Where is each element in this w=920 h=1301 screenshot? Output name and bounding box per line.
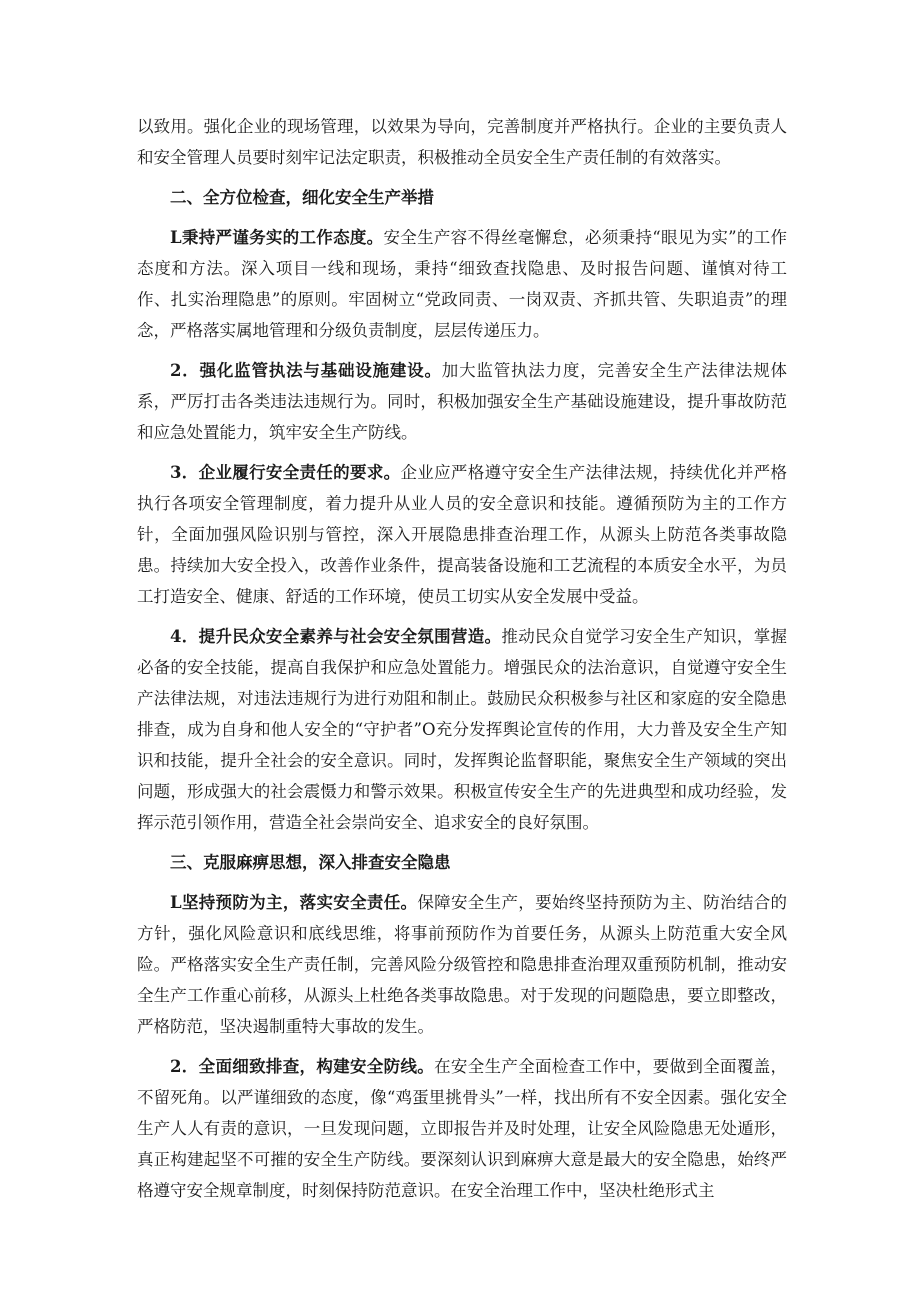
paragraph-2-2: [137, 355, 787, 448]
paragraph-3-2: [137, 1051, 787, 1206]
paragraph-lead: L坚持预防为主，落实安全责任。: [170, 893, 418, 912]
paragraph-intro: [137, 111, 787, 173]
paragraph-text: 在安全生产全面检查工作中，要做到全面覆盖，不留死角。以严谨细致的态度，像“鸡蛋里挑骨头”一样，找出所有不安全因素。强化安全生产人人有责的意识，一旦发现问题，立即报告并及时处理，让安全风险隐患无处遁形，真正构建起坚不可摧的安全生产防线。要深刻认识到麻痹大意是最大的安全隐患，始终严格遵守安全规章制度，时刻保持防范意识。在安全治理工作中，坚决杜绝形式主: [137, 1057, 788, 1200]
section-heading-3: 三、克服麻痹思想，深入排查安全隐患: [170, 853, 451, 872]
paragraph-text: 企业应严格遵守安全生产法律法规，持续优化并严格执行各项安全管理制度，着力提升从业人员的安全意识和技能。遵循预防为主的工作方针，全面加强风险识别与管控，深入开展隐患排查治理工作，从源头上防范各类事故隐患。持续加大安全投入，改善作业条件，提高装备设施和工艺流程的本质安全水平，为员工打造安全、健康、舒适的工作环境，使员工切实从安全发展中受益。: [137, 463, 788, 606]
paragraph-text: 加大监管执法力度，完善安全生产法律法规体系，严厉打击各类违法违规行为。同时，积极加强安全生产基础设施建设，提升事故防范和应急处置能力，筑牢安全生产防线。: [137, 361, 788, 442]
paragraph-text: 安全生产容不得丝毫懈怠，必须秉持“眼见为实”的工作态度和方法。深入项目一线和现场，秉持“细致查找隐患、及时报告问题、谨慎对待工作、扎实治理隐患”的原则。牢固树立“党政同责、一岗双责、齐抓共管、失职追责”的理念，严格落实属地管理和分级负责制度，层层传递压力。: [137, 228, 788, 340]
document-page: [137, 111, 787, 1215]
paragraph-2-1: [137, 222, 787, 346]
paragraph-lead: 4．提升民众安全素养与社会安全氛围营造。: [170, 627, 502, 646]
paragraph-2-3: [137, 457, 787, 612]
paragraph-text: 推动民众自觉学习安全生产知识，掌握必备的安全技能，提高自我保护和应急处置能力。增强民众的法治意识，自觉遵守安全生产法律法规，对违法违规行为进行劝阻和制止。鼓励民众积极参与社区和家庭的安全隐患排查，成为自身和他人安全的“守护者”O充分发挥舆论宣传的作用，大力普及安全生产知识和技能，提升全社会的安全意识。同时，发挥舆论监督职能，聚焦安全生产领域的突出问题，形成强大的社会震慑力和警示效果。积极宣传安全生产的先进典型和成功经验，发挥示范引领作用，营造全社会崇尚安全、追求安全的良好氛围。: [137, 627, 788, 832]
section-heading-2: 二、全方位检查，细化安全生产举措: [170, 188, 434, 207]
paragraph-text: 以致用。强化企业的现场管理，以效果为导向，完善制度并严格执行。企业的主要负责人和安全管理人员要时刻牢记法定职责，积极推动全员安全生产责任制的有效落实。: [137, 117, 787, 167]
paragraph-text: 保障安全生产，要始终坚持预防为主、防治结合的方针，强化风险意识和底线思维，将事前预防作为首要任务，从源头上防范重大安全风险。严格落实安全生产责任制，完善风险分级管控和隐患排查治理双重预防机制，推动安全生产工作重心前移，从源头上杜绝各类事故隐患。对于发现的问题隐患，要立即整改，严格防范，坚决遏制重特大事故的发生。: [137, 893, 788, 1036]
paragraph-2-4: [137, 621, 787, 838]
paragraph-lead: 2．全面细致排查，构建安全防线。: [170, 1057, 435, 1076]
paragraph-lead: 3．企业履行安全责任的要求。: [170, 463, 401, 482]
paragraph-lead: 2．强化监管执法与基础设施建设。: [170, 361, 442, 380]
paragraph-lead: L秉持严谨务实的工作态度。: [170, 228, 384, 247]
paragraph-3-1: [137, 887, 787, 1042]
